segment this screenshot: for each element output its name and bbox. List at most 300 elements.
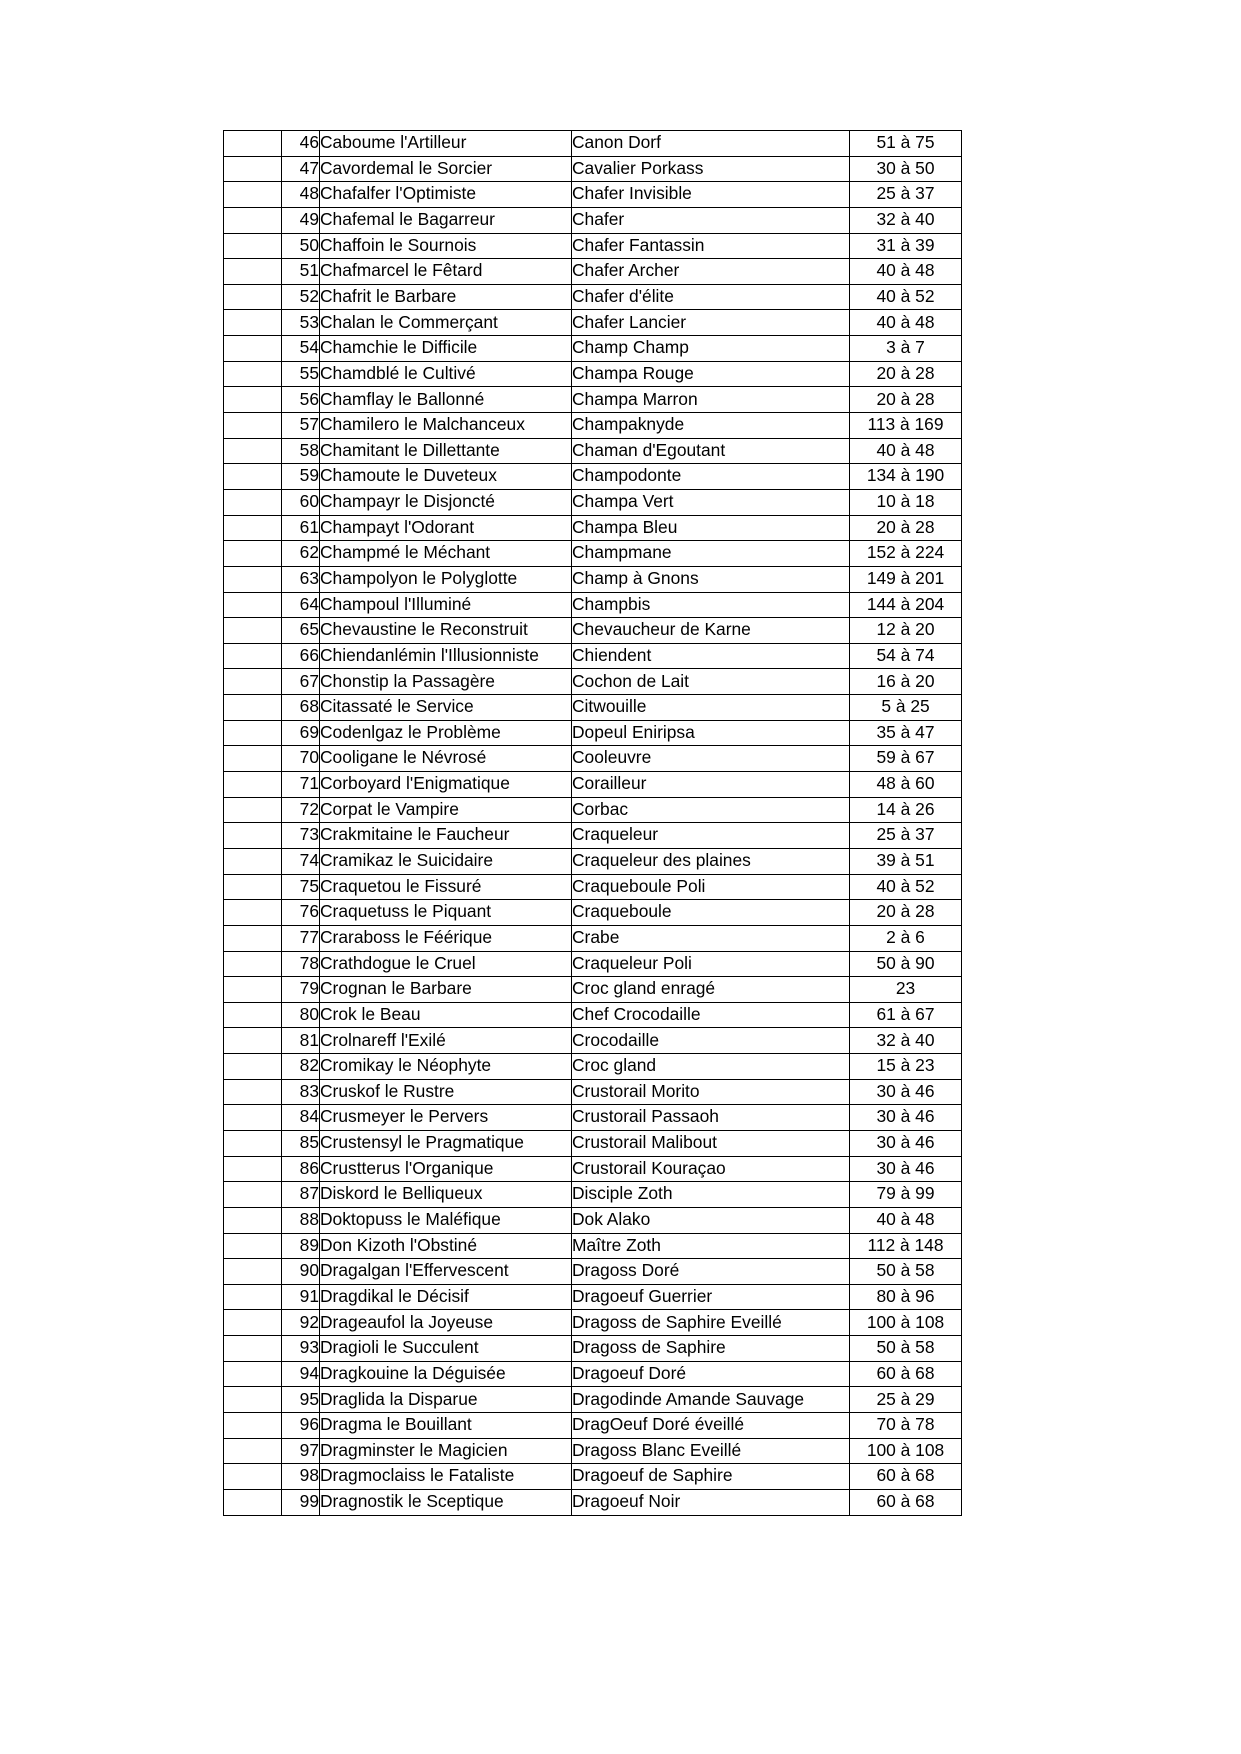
row-spacer-cell	[224, 1336, 282, 1362]
row-level-range-cell: 40 à 48	[850, 259, 962, 285]
row-character-name-cell: Diskord le Belliqueux	[320, 1182, 572, 1208]
row-spacer-cell	[224, 797, 282, 823]
row-monster-name-cell: Dragoeuf Guerrier	[572, 1284, 850, 1310]
table-row	[224, 387, 962, 413]
row-level-range-cell: 60 à 68	[850, 1464, 962, 1490]
row-level-range-cell: 23	[850, 977, 962, 1003]
row-character-name-cell: Chamdblé le Cultivé	[320, 361, 572, 387]
row-index-cell: 55	[282, 361, 320, 387]
row-spacer-cell	[224, 541, 282, 567]
row-character-name-cell: Cavordemal le Sorcier	[320, 156, 572, 182]
row-index-cell: 82	[282, 1054, 320, 1080]
row-monster-name-cell: Dragoeuf de Saphire	[572, 1464, 850, 1490]
table-row	[224, 1105, 962, 1131]
row-spacer-cell	[224, 772, 282, 798]
row-monster-name-cell: Craqueleur des plaines	[572, 848, 850, 874]
row-spacer-cell	[224, 515, 282, 541]
row-character-name-cell: Caboume l'Artilleur	[320, 131, 572, 157]
row-character-name-cell: Chalan le Commerçant	[320, 310, 572, 336]
row-index-cell: 60	[282, 489, 320, 515]
row-spacer-cell	[224, 643, 282, 669]
table-row	[224, 1207, 962, 1233]
row-spacer-cell	[224, 1438, 282, 1464]
table-row	[224, 592, 962, 618]
row-character-name-cell: Dragmoclaiss le Fataliste	[320, 1464, 572, 1490]
row-monster-name-cell: Champodonte	[572, 464, 850, 490]
row-index-cell: 85	[282, 1130, 320, 1156]
row-spacer-cell	[224, 1002, 282, 1028]
table-row	[224, 1336, 962, 1362]
row-level-range-cell: 2 à 6	[850, 925, 962, 951]
row-character-name-cell: Chafmarcel le Fêtard	[320, 259, 572, 285]
table-row	[224, 823, 962, 849]
table-row	[224, 1054, 962, 1080]
table-row	[224, 1413, 962, 1439]
row-character-name-cell: Corboyard l'Enigmatique	[320, 772, 572, 798]
row-spacer-cell	[224, 848, 282, 874]
row-level-range-cell: 5 à 25	[850, 695, 962, 721]
row-spacer-cell	[224, 746, 282, 772]
table-row	[224, 746, 962, 772]
row-level-range-cell: 112 à 148	[850, 1233, 962, 1259]
row-character-name-cell: Codenlgaz le Problème	[320, 720, 572, 746]
row-character-name-cell: Chamchie le Difficile	[320, 336, 572, 362]
row-spacer-cell	[224, 156, 282, 182]
table-row	[224, 1079, 962, 1105]
row-spacer-cell	[224, 233, 282, 259]
row-monster-name-cell: Craqueleur Poli	[572, 951, 850, 977]
row-index-cell: 96	[282, 1413, 320, 1439]
row-level-range-cell: 61 à 67	[850, 1002, 962, 1028]
table-row	[224, 438, 962, 464]
row-character-name-cell: Crustterus l'Organique	[320, 1156, 572, 1182]
row-index-cell: 79	[282, 977, 320, 1003]
row-character-name-cell: Craquetuss le Piquant	[320, 900, 572, 926]
row-level-range-cell: 14 à 26	[850, 797, 962, 823]
row-monster-name-cell: Chiendent	[572, 643, 850, 669]
row-monster-name-cell: Maître Zoth	[572, 1233, 850, 1259]
row-monster-name-cell: Champa Marron	[572, 387, 850, 413]
row-character-name-cell: Crathdogue le Cruel	[320, 951, 572, 977]
row-character-name-cell: Chiendanlémin l'Illusionniste	[320, 643, 572, 669]
row-monster-name-cell: Chafer Archer	[572, 259, 850, 285]
row-character-name-cell: Dragma le Bouillant	[320, 1413, 572, 1439]
row-spacer-cell	[224, 438, 282, 464]
table-row	[224, 361, 962, 387]
table-row	[224, 874, 962, 900]
table-row	[224, 182, 962, 208]
table-row	[224, 464, 962, 490]
row-monster-name-cell: Croc gland enragé	[572, 977, 850, 1003]
row-level-range-cell: 113 à 169	[850, 413, 962, 439]
monster-table	[223, 130, 962, 1516]
row-character-name-cell: Cooligane le Névrosé	[320, 746, 572, 772]
row-level-range-cell: 40 à 52	[850, 874, 962, 900]
row-index-cell: 67	[282, 669, 320, 695]
row-level-range-cell: 100 à 108	[850, 1310, 962, 1336]
row-monster-name-cell: Cooleuvre	[572, 746, 850, 772]
row-level-range-cell: 15 à 23	[850, 1054, 962, 1080]
row-monster-name-cell: Champa Vert	[572, 489, 850, 515]
row-level-range-cell: 32 à 40	[850, 207, 962, 233]
row-monster-name-cell: Cavalier Porkass	[572, 156, 850, 182]
row-level-range-cell: 30 à 46	[850, 1079, 962, 1105]
row-index-cell: 88	[282, 1207, 320, 1233]
row-spacer-cell	[224, 1284, 282, 1310]
row-spacer-cell	[224, 1387, 282, 1413]
row-index-cell: 53	[282, 310, 320, 336]
row-character-name-cell: Crognan le Barbare	[320, 977, 572, 1003]
row-index-cell: 50	[282, 233, 320, 259]
row-level-range-cell: 16 à 20	[850, 669, 962, 695]
row-character-name-cell: Cruskof le Rustre	[320, 1079, 572, 1105]
row-monster-name-cell: Corbac	[572, 797, 850, 823]
row-level-range-cell: 30 à 46	[850, 1130, 962, 1156]
table-row	[224, 1002, 962, 1028]
row-spacer-cell	[224, 284, 282, 310]
row-index-cell: 61	[282, 515, 320, 541]
row-character-name-cell: Dragnostik le Sceptique	[320, 1489, 572, 1515]
row-spacer-cell	[224, 951, 282, 977]
row-character-name-cell: Chamflay le Ballonné	[320, 387, 572, 413]
row-monster-name-cell: Cochon de Lait	[572, 669, 850, 695]
row-spacer-cell	[224, 720, 282, 746]
row-index-cell: 57	[282, 413, 320, 439]
row-level-range-cell: 20 à 28	[850, 900, 962, 926]
row-spacer-cell	[224, 1233, 282, 1259]
row-index-cell: 64	[282, 592, 320, 618]
row-level-range-cell: 54 à 74	[850, 643, 962, 669]
table-row	[224, 156, 962, 182]
row-spacer-cell	[224, 695, 282, 721]
row-character-name-cell: Dragioli le Succulent	[320, 1336, 572, 1362]
row-level-range-cell: 144 à 204	[850, 592, 962, 618]
row-level-range-cell: 25 à 37	[850, 823, 962, 849]
row-character-name-cell: Crustensyl le Pragmatique	[320, 1130, 572, 1156]
row-level-range-cell: 134 à 190	[850, 464, 962, 490]
row-character-name-cell: Cramikaz le Suicidaire	[320, 848, 572, 874]
row-level-range-cell: 31 à 39	[850, 233, 962, 259]
row-monster-name-cell: Dragodinde Amande Sauvage	[572, 1387, 850, 1413]
table-row	[224, 797, 962, 823]
row-spacer-cell	[224, 182, 282, 208]
row-level-range-cell: 50 à 58	[850, 1259, 962, 1285]
row-spacer-cell	[224, 1413, 282, 1439]
row-index-cell: 91	[282, 1284, 320, 1310]
row-monster-name-cell: Croc gland	[572, 1054, 850, 1080]
row-level-range-cell: 40 à 48	[850, 310, 962, 336]
row-level-range-cell: 50 à 58	[850, 1336, 962, 1362]
row-index-cell: 46	[282, 131, 320, 157]
row-level-range-cell: 79 à 99	[850, 1182, 962, 1208]
row-index-cell: 90	[282, 1259, 320, 1285]
row-spacer-cell	[224, 259, 282, 285]
row-character-name-cell: Champayr le Disjoncté	[320, 489, 572, 515]
row-level-range-cell: 32 à 40	[850, 1028, 962, 1054]
row-spacer-cell	[224, 1156, 282, 1182]
row-monster-name-cell: Crabe	[572, 925, 850, 951]
row-index-cell: 48	[282, 182, 320, 208]
table-row	[224, 772, 962, 798]
row-monster-name-cell: Chafer	[572, 207, 850, 233]
row-character-name-cell: Corpat le Vampire	[320, 797, 572, 823]
row-spacer-cell	[224, 387, 282, 413]
row-level-range-cell: 30 à 46	[850, 1156, 962, 1182]
row-character-name-cell: Draglida la Disparue	[320, 1387, 572, 1413]
row-monster-name-cell: Crustorail Malibout	[572, 1130, 850, 1156]
row-spacer-cell	[224, 1464, 282, 1490]
row-level-range-cell: 70 à 78	[850, 1413, 962, 1439]
table-row	[224, 566, 962, 592]
row-monster-name-cell: Chef Crocodaille	[572, 1002, 850, 1028]
row-character-name-cell: Craraboss le Féérique	[320, 925, 572, 951]
row-monster-name-cell: Crocodaille	[572, 1028, 850, 1054]
row-level-range-cell: 59 à 67	[850, 746, 962, 772]
row-character-name-cell: Crusmeyer le Pervers	[320, 1105, 572, 1131]
row-level-range-cell: 25 à 37	[850, 182, 962, 208]
row-character-name-cell: Dragminster le Magicien	[320, 1438, 572, 1464]
row-level-range-cell: 149 à 201	[850, 566, 962, 592]
row-character-name-cell: Chevaustine le Reconstruit	[320, 618, 572, 644]
row-monster-name-cell: Craqueleur	[572, 823, 850, 849]
row-index-cell: 89	[282, 1233, 320, 1259]
row-monster-name-cell: Corailleur	[572, 772, 850, 798]
table-row	[224, 413, 962, 439]
row-level-range-cell: 10 à 18	[850, 489, 962, 515]
row-character-name-cell: Crok le Beau	[320, 1002, 572, 1028]
row-level-range-cell: 40 à 48	[850, 438, 962, 464]
table-row	[224, 977, 962, 1003]
table-row	[224, 233, 962, 259]
row-spacer-cell	[224, 618, 282, 644]
row-spacer-cell	[224, 1130, 282, 1156]
row-index-cell: 56	[282, 387, 320, 413]
row-monster-name-cell: DragOeuf Doré éveillé	[572, 1413, 850, 1439]
row-spacer-cell	[224, 874, 282, 900]
table-row	[224, 489, 962, 515]
row-character-name-cell: Chafrit le Barbare	[320, 284, 572, 310]
row-index-cell: 54	[282, 336, 320, 362]
row-spacer-cell	[224, 1054, 282, 1080]
row-index-cell: 76	[282, 900, 320, 926]
row-character-name-cell: Don Kizoth l'Obstiné	[320, 1233, 572, 1259]
row-monster-name-cell: Craqueboule Poli	[572, 874, 850, 900]
row-index-cell: 98	[282, 1464, 320, 1490]
row-index-cell: 86	[282, 1156, 320, 1182]
table-row	[224, 207, 962, 233]
table-row	[224, 1438, 962, 1464]
row-index-cell: 71	[282, 772, 320, 798]
row-index-cell: 77	[282, 925, 320, 951]
row-index-cell: 52	[282, 284, 320, 310]
row-spacer-cell	[224, 1207, 282, 1233]
table-row	[224, 848, 962, 874]
table-row	[224, 1028, 962, 1054]
row-monster-name-cell: Crustorail Passaoh	[572, 1105, 850, 1131]
row-index-cell: 94	[282, 1361, 320, 1387]
row-spacer-cell	[224, 413, 282, 439]
row-index-cell: 84	[282, 1105, 320, 1131]
row-index-cell: 65	[282, 618, 320, 644]
table-row	[224, 1182, 962, 1208]
row-character-name-cell: Chafalfer l'Optimiste	[320, 182, 572, 208]
row-character-name-cell: Crolnareff l'Exilé	[320, 1028, 572, 1054]
row-level-range-cell: 48 à 60	[850, 772, 962, 798]
row-character-name-cell: Dragkouine la Déguisée	[320, 1361, 572, 1387]
row-monster-name-cell: Champ Champ	[572, 336, 850, 362]
row-spacer-cell	[224, 1028, 282, 1054]
row-level-range-cell: 30 à 46	[850, 1105, 962, 1131]
row-level-range-cell: 12 à 20	[850, 618, 962, 644]
row-level-range-cell: 60 à 68	[850, 1489, 962, 1515]
row-character-name-cell: Champayt l'Odorant	[320, 515, 572, 541]
table-row	[224, 951, 962, 977]
row-index-cell: 87	[282, 1182, 320, 1208]
row-character-name-cell: Chafemal le Bagarreur	[320, 207, 572, 233]
row-monster-name-cell: Champaknyde	[572, 413, 850, 439]
row-monster-name-cell: Chafer Invisible	[572, 182, 850, 208]
row-level-range-cell: 60 à 68	[850, 1361, 962, 1387]
row-index-cell: 83	[282, 1079, 320, 1105]
row-character-name-cell: Citassaté le Service	[320, 695, 572, 721]
row-monster-name-cell: Champa Rouge	[572, 361, 850, 387]
row-level-range-cell: 35 à 47	[850, 720, 962, 746]
row-monster-name-cell: Crustorail Morito	[572, 1079, 850, 1105]
row-monster-name-cell: Chaman d'Egoutant	[572, 438, 850, 464]
row-monster-name-cell: Citwouille	[572, 695, 850, 721]
row-spacer-cell	[224, 361, 282, 387]
row-spacer-cell	[224, 336, 282, 362]
row-level-range-cell: 152 à 224	[850, 541, 962, 567]
row-index-cell: 78	[282, 951, 320, 977]
table-row	[224, 618, 962, 644]
row-index-cell: 97	[282, 1438, 320, 1464]
table-row	[224, 1259, 962, 1285]
row-monster-name-cell: Craqueboule	[572, 900, 850, 926]
table-row	[224, 695, 962, 721]
row-spacer-cell	[224, 1105, 282, 1131]
row-spacer-cell	[224, 489, 282, 515]
table-row	[224, 1233, 962, 1259]
row-monster-name-cell: Champ à Gnons	[572, 566, 850, 592]
row-monster-name-cell: Dragoss Blanc Eveillé	[572, 1438, 850, 1464]
row-index-cell: 99	[282, 1489, 320, 1515]
row-index-cell: 68	[282, 695, 320, 721]
row-spacer-cell	[224, 925, 282, 951]
row-spacer-cell	[224, 464, 282, 490]
row-spacer-cell	[224, 823, 282, 849]
table-row	[224, 1464, 962, 1490]
row-monster-name-cell: Chafer Fantassin	[572, 233, 850, 259]
row-spacer-cell	[224, 1259, 282, 1285]
row-character-name-cell: Doktopuss le Maléfique	[320, 1207, 572, 1233]
row-monster-name-cell: Dok Alako	[572, 1207, 850, 1233]
table-row	[224, 1156, 962, 1182]
row-level-range-cell: 25 à 29	[850, 1387, 962, 1413]
row-index-cell: 75	[282, 874, 320, 900]
row-level-range-cell: 51 à 75	[850, 131, 962, 157]
table-row	[224, 1130, 962, 1156]
row-index-cell: 51	[282, 259, 320, 285]
row-monster-name-cell: Disciple Zoth	[572, 1182, 850, 1208]
table-row	[224, 541, 962, 567]
row-monster-name-cell: Crustorail Kouraçao	[572, 1156, 850, 1182]
row-spacer-cell	[224, 1310, 282, 1336]
row-level-range-cell: 3 à 7	[850, 336, 962, 362]
row-level-range-cell: 20 à 28	[850, 361, 962, 387]
table-row	[224, 1489, 962, 1515]
row-character-name-cell: Cromikay le Néophyte	[320, 1054, 572, 1080]
row-level-range-cell: 39 à 51	[850, 848, 962, 874]
table-row	[224, 1387, 962, 1413]
row-index-cell: 63	[282, 566, 320, 592]
row-index-cell: 72	[282, 797, 320, 823]
row-monster-name-cell: Chevaucheur de Karne	[572, 618, 850, 644]
row-index-cell: 73	[282, 823, 320, 849]
row-monster-name-cell: Dragoss Doré	[572, 1259, 850, 1285]
row-index-cell: 49	[282, 207, 320, 233]
row-character-name-cell: Craquetou le Fissuré	[320, 874, 572, 900]
row-character-name-cell: Dragalgan l'Effervescent	[320, 1259, 572, 1285]
row-spacer-cell	[224, 977, 282, 1003]
row-monster-name-cell: Canon Dorf	[572, 131, 850, 157]
row-spacer-cell	[224, 207, 282, 233]
row-monster-name-cell: Dragoeuf Noir	[572, 1489, 850, 1515]
row-spacer-cell	[224, 1079, 282, 1105]
table-row	[224, 1284, 962, 1310]
row-index-cell: 59	[282, 464, 320, 490]
row-level-range-cell: 40 à 52	[850, 284, 962, 310]
row-index-cell: 70	[282, 746, 320, 772]
table-row	[224, 259, 962, 285]
row-index-cell: 69	[282, 720, 320, 746]
row-spacer-cell	[224, 1489, 282, 1515]
row-index-cell: 66	[282, 643, 320, 669]
row-spacer-cell	[224, 566, 282, 592]
row-level-range-cell: 50 à 90	[850, 951, 962, 977]
table-row	[224, 284, 962, 310]
row-index-cell: 80	[282, 1002, 320, 1028]
row-index-cell: 74	[282, 848, 320, 874]
row-monster-name-cell: Chafer Lancier	[572, 310, 850, 336]
row-index-cell: 62	[282, 541, 320, 567]
row-monster-name-cell: Champbis	[572, 592, 850, 618]
row-index-cell: 93	[282, 1336, 320, 1362]
table-row	[224, 643, 962, 669]
row-monster-name-cell: Dragoss de Saphire Eveillé	[572, 1310, 850, 1336]
row-monster-name-cell: Chafer d'élite	[572, 284, 850, 310]
table-row	[224, 720, 962, 746]
table-row	[224, 131, 962, 157]
row-character-name-cell: Chamoute le Duveteux	[320, 464, 572, 490]
row-character-name-cell: Champmé le Méchant	[320, 541, 572, 567]
row-character-name-cell: Chamitant le Dillettante	[320, 438, 572, 464]
row-index-cell: 95	[282, 1387, 320, 1413]
row-character-name-cell: Chonstip la Passagère	[320, 669, 572, 695]
row-spacer-cell	[224, 669, 282, 695]
row-character-name-cell: Chamilero le Malchanceux	[320, 413, 572, 439]
table-container	[223, 130, 961, 1516]
row-spacer-cell	[224, 131, 282, 157]
row-level-range-cell: 30 à 50	[850, 156, 962, 182]
row-monster-name-cell: Dopeul Eniripsa	[572, 720, 850, 746]
row-index-cell: 58	[282, 438, 320, 464]
row-character-name-cell: Crakmitaine le Faucheur	[320, 823, 572, 849]
row-character-name-cell: Drageaufol la Joyeuse	[320, 1310, 572, 1336]
row-index-cell: 81	[282, 1028, 320, 1054]
row-character-name-cell: Chaffoin le Sournois	[320, 233, 572, 259]
row-index-cell: 47	[282, 156, 320, 182]
